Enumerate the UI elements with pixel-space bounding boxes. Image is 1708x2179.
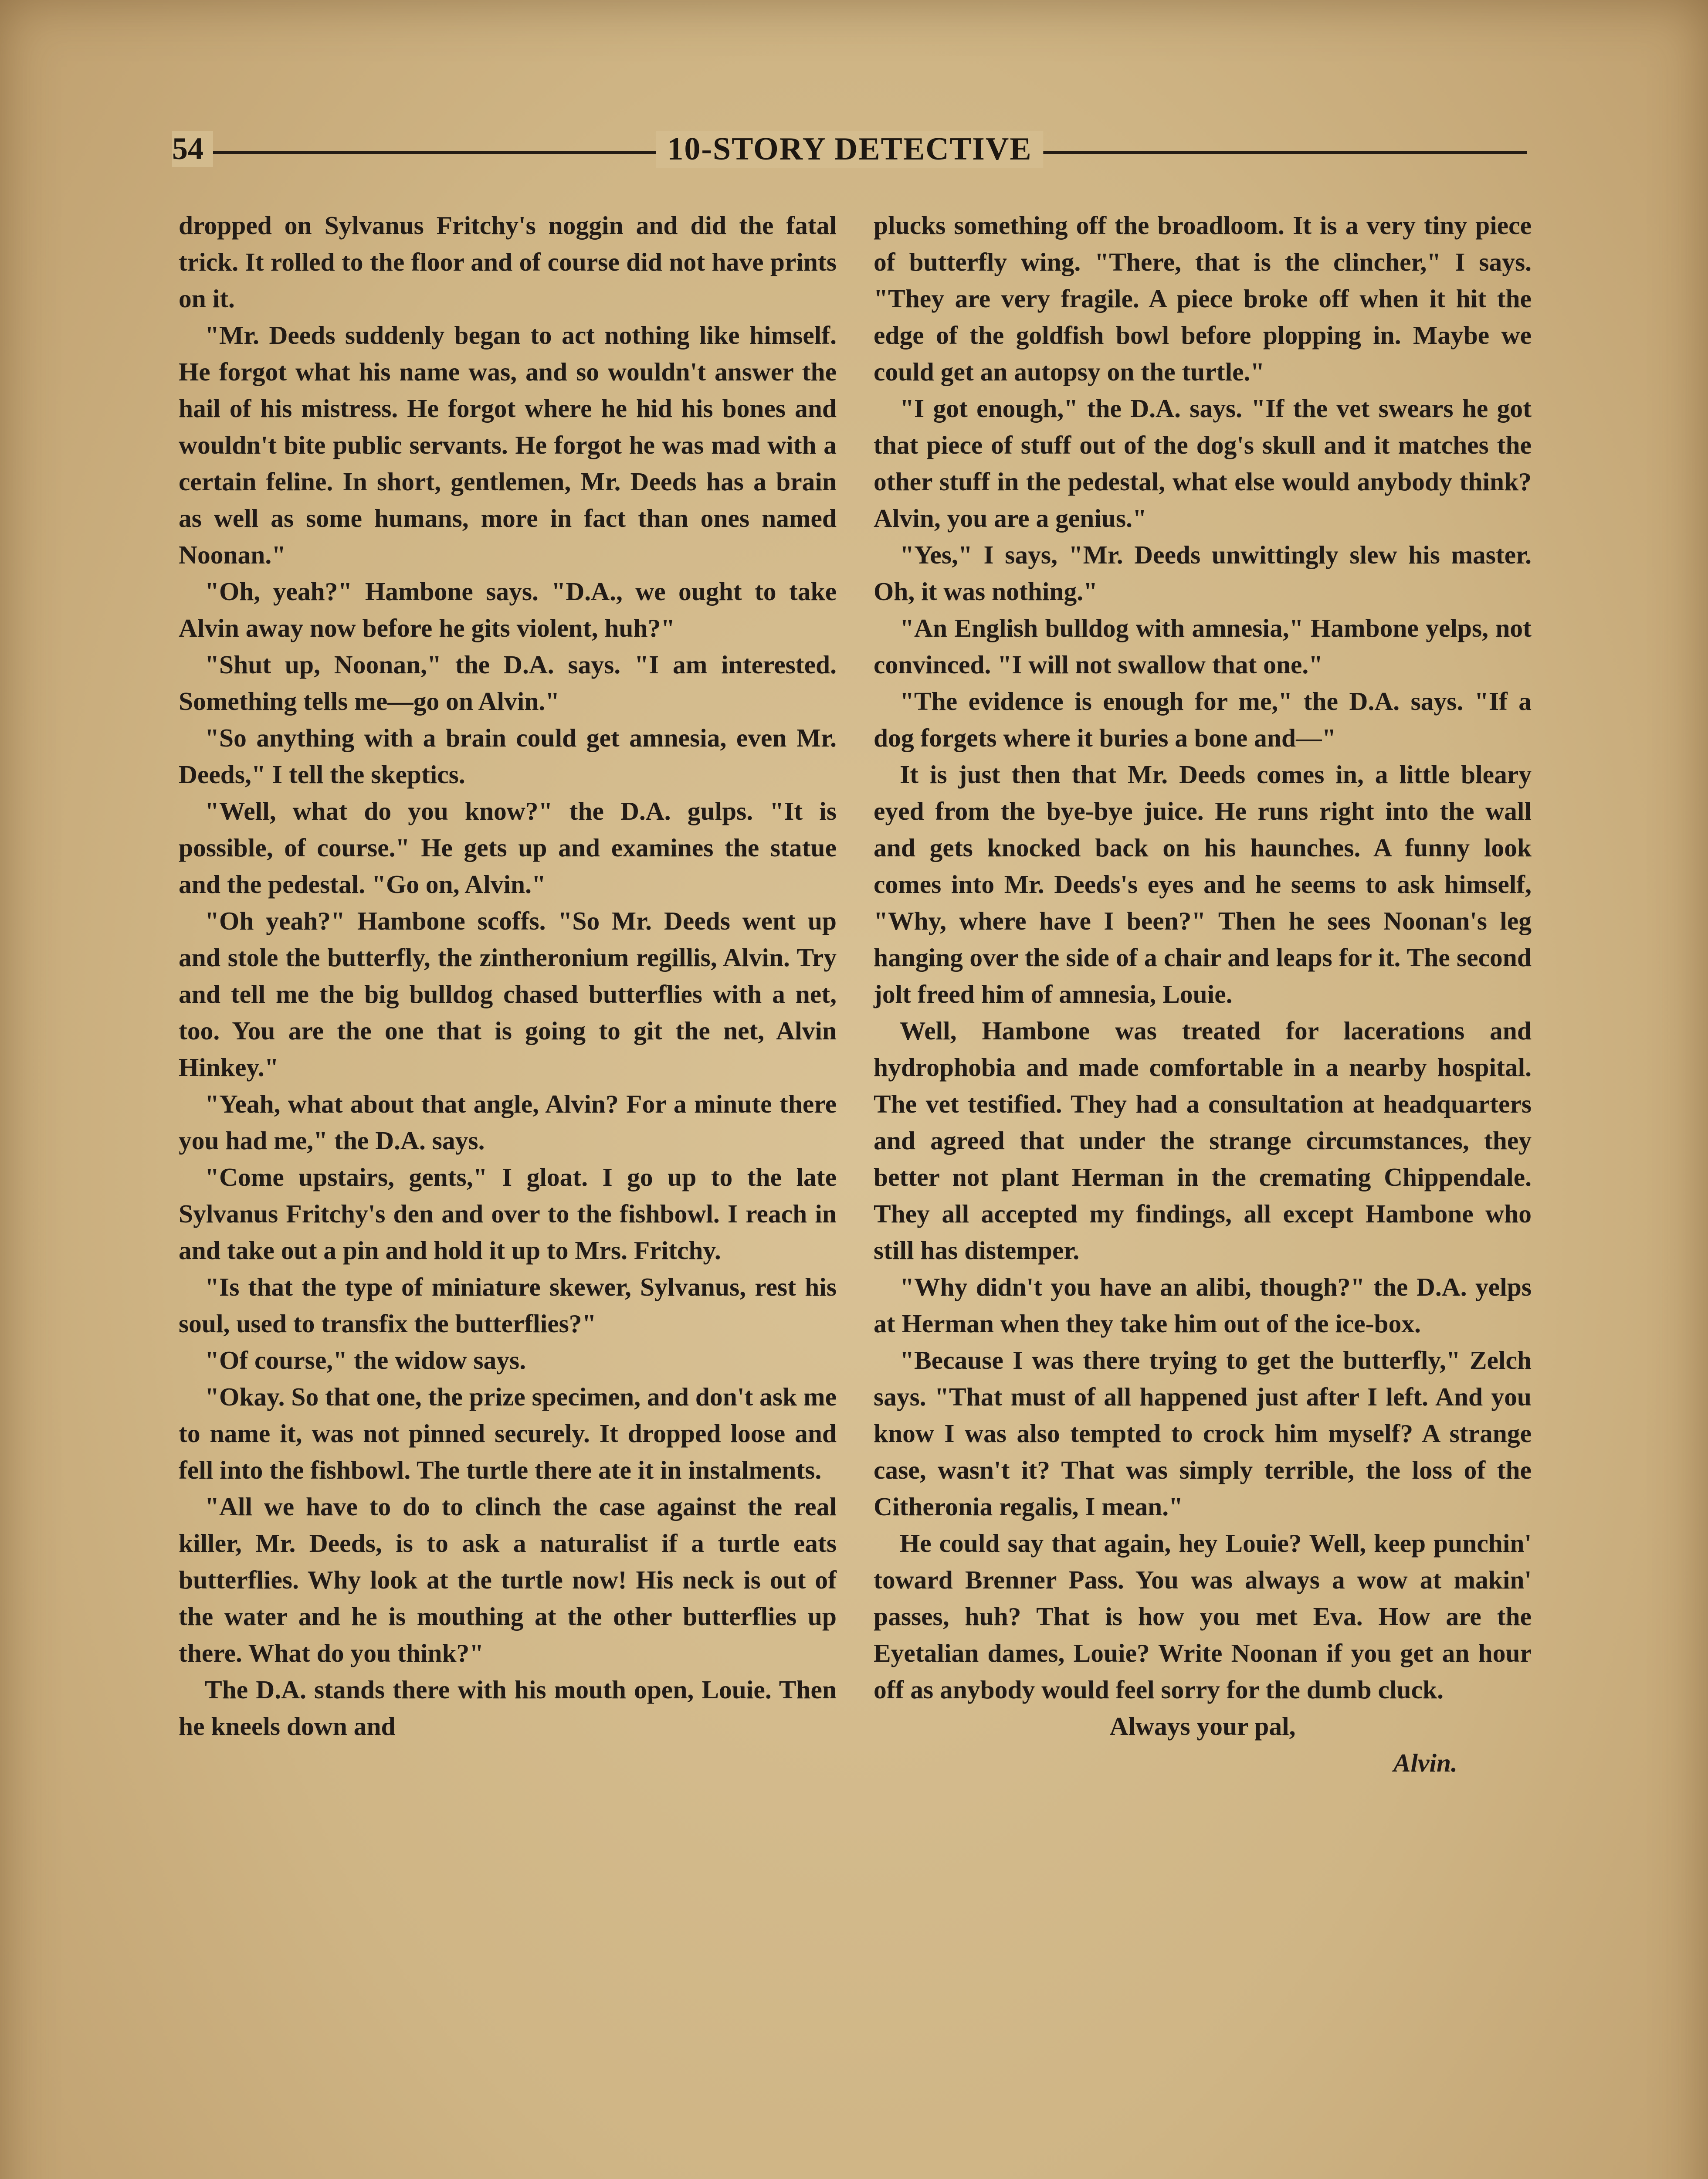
left-column	[179, 207, 837, 1745]
paragraph: "Because I was there trying to get the butterfly," Zelch says. "That must of all happened just after I left. And you know I was also tempted to crock him myself? A strange case, wasn't it? That was simply terrible, the loss of the Citheronia regalis, I mean."	[874, 1346, 1532, 1521]
right-column	[874, 207, 1532, 1781]
paragraph: "Yeah, what about that angle, Alvin? For a minute there you had me," the D.A. says.	[179, 1090, 837, 1155]
magazine-title: 10-STORY DETECTIVE	[656, 131, 1043, 168]
paragraph: "Of course," the widow says.	[205, 1346, 526, 1375]
paragraph: "Oh, yeah?" Hambone says. "D.A., we ought to take Alvin away now before he gits violent, huh?"	[179, 577, 837, 642]
paragraph: "Well, what do you know?" the D.A. gulps. "It is possible, of course." He gets up and examines the statue and the pedestal. "Go on, Alvin."	[179, 797, 837, 899]
paragraph: "Shut up, Noonan," the D.A. says. "I am interested. Something tells me—go on Alvin."	[179, 650, 837, 716]
paragraph: "Yes," I says, "Mr. Deeds unwittingly slew his master. Oh, it was nothing."	[874, 540, 1532, 606]
paragraph: The D.A. stands there with his mouth open, Louie. Then he kneels down and	[179, 1675, 837, 1741]
paragraph: He could say that again, hey Louie? Well, keep punchin' toward Brenner Pass. You was always a wow at makin' passes, huh? That is how you met Eva. How are the Eyetalian dames, Louie? Write Noonan if you get an hour off as anybody would feel sorry for the dumb cluck.	[874, 1529, 1532, 1704]
paragraph: dropped on Sylvanus Fritchy's noggin and did the fatal trick. It rolled to the floor and of course did not have prints on it.	[179, 211, 837, 313]
paragraph: "Oh yeah?" Hambone scoffs. "So Mr. Deeds went up and stole the butterfly, the zintheronium regillis, Alvin. Try and tell me the big bulldog chased butterflies with a net, too. You are the one that is going to git the net, Alvin Hinkey."	[179, 906, 837, 1082]
letter-signature: Alvin.	[1393, 1748, 1457, 1777]
paragraph: Well, Hambone was treated for lacerations and hydrophobia and made comfortable in a nearby hospital. The vet testified. They had a consultation at headquarters and agreed that under the strange circumstances, they better not plant Herman in the cremating Chippendale. They all accepted my findings, all except Hambone who still has distemper.	[874, 1016, 1532, 1265]
page-header	[172, 131, 1527, 170]
page-number: 54	[172, 131, 213, 167]
paragraph: "Come upstairs, gents," I gloat. I go up to the late Sylvanus Fritchy's den and over to the fishbowl. I reach in and take out a pin and hold it up to Mrs. Fritchy.	[179, 1163, 837, 1265]
paragraph: "Okay. So that one, the prize specimen, and don't ask me to name it, was not pinned securely. It dropped loose and fell into the fishbowl. The turtle there ate it in instalments.	[179, 1382, 837, 1484]
paragraph: "So anything with a brain could get amnesia, even Mr. Deeds," I tell the skeptics.	[179, 723, 837, 789]
paragraph: "All we have to do to clinch the case against the real killer, Mr. Deeds, is to ask a naturalist if a turtle eats butterflies. Why look at the turtle now! His neck is out of the water and he is mouthing at the other butterflies up there. What do you think?"	[179, 1492, 837, 1667]
paragraph: "The evidence is enough for me," the D.A. says. "If a dog forgets where it buries a bone and—"	[874, 687, 1532, 752]
paragraph: "I got enough," the D.A. says. "If the vet swears he got that piece of stuff out of the dog's skull and it matches the other stuff in the pedestal, what else would anybody think? Alvin, you are a genius."	[874, 394, 1532, 533]
paragraph: "Is that the type of miniature skewer, Sylvanus, rest his soul, used to transfix the butterflies?"	[179, 1273, 837, 1338]
paragraph: "Mr. Deeds suddenly began to act nothing like himself. He forgot what his name was, and so wouldn't answer the hail of his mistress. He forgot where he hid his bones and wouldn't bite public servants. He forgot he was mad with a certain feline. In short, gentlemen, Mr. Deeds has a brain as well as some humans, more in fact than ones named Noonan."	[179, 321, 837, 569]
paragraph: "An English bulldog with amnesia," Hambone yelps, not convinced. "I will not swallow that one."	[874, 614, 1532, 679]
paragraph: plucks something off the broadloom. It is a very tiny piece of butterfly wing. "There, that is the clincher," I says. "They are very fragile. A piece broke off when it hit the edge of the goldfish bowl before plopping in. Maybe we could get an autopsy on the turtle."	[874, 211, 1532, 386]
paragraph: "Why didn't you have an alibi, though?" the D.A. yelps at Herman when they take him out of the ice-box.	[874, 1273, 1532, 1338]
paragraph: It is just then that Mr. Deeds comes in, a little bleary eyed from the bye-bye juice. He runs right into the wall and gets knocked back on his haunches. A funny look comes into Mr. Deeds's eyes and he seems to ask himself, "Why, where have I been?" Then he sees Noonan's leg hanging over the side of a chair and leaps for it. The second jolt freed him of amnesia, Louie.	[874, 760, 1532, 1008]
letter-closing: Always your pal,	[1109, 1712, 1296, 1741]
